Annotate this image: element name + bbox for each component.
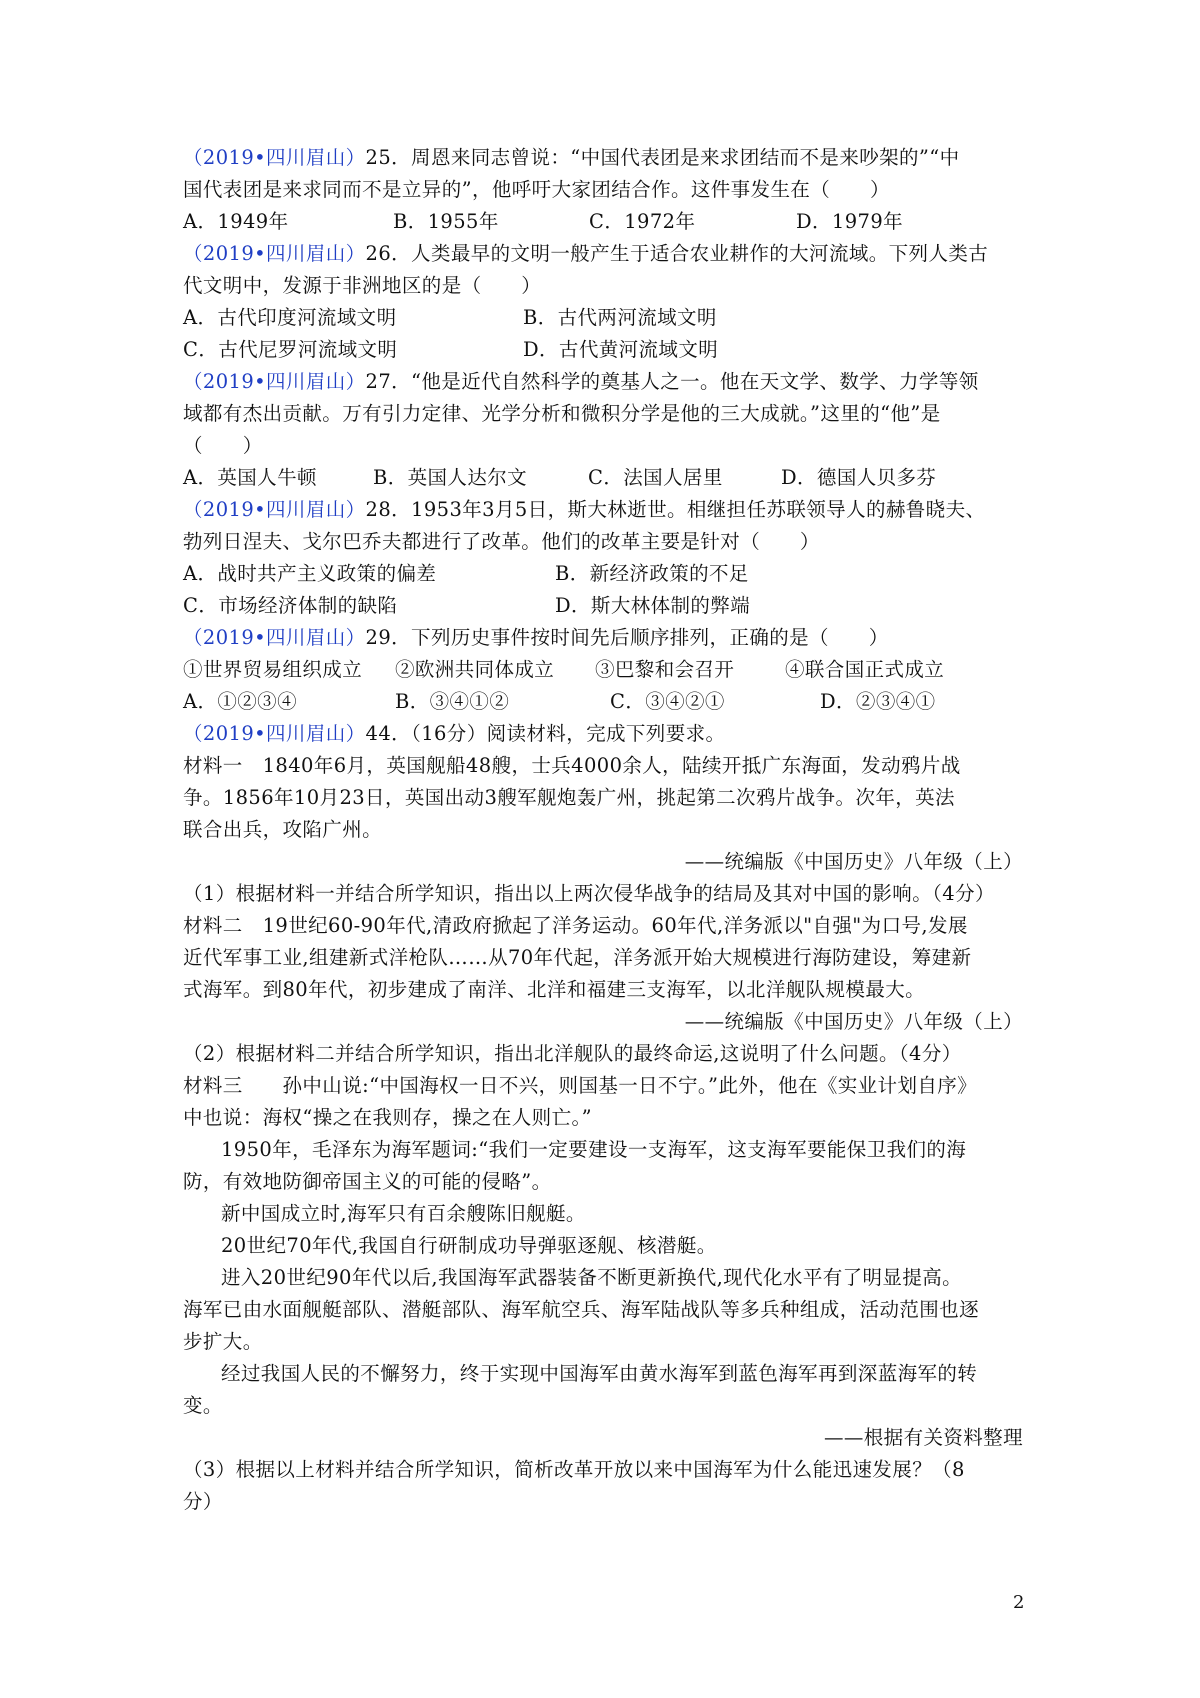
- question-part1: （1）根据材料一并结合所学知识，指出以上两次侵华战争的结局及其对中国的影响。（4分）: [183, 882, 995, 905]
- option-b: B．古代两河流域文明: [523, 306, 717, 329]
- material3-paragraph: 新中国成立时,海军只有百余艘陈旧舰艇。: [221, 1202, 586, 1225]
- material3-paragraph: 经过我国人民的不懈努力，终于实现中国海军由黄水海军到蓝色海军再到深蓝海军的转: [221, 1362, 978, 1385]
- q25-line1: （2019•四川眉山）25．周恩来同志曾说：“中国代表团是来求团结而不是来吵架的”“中: [183, 146, 960, 169]
- q26-line2: 代文明中，发源于非洲地区的是（ ）: [183, 274, 542, 297]
- option-a: A．英国人牛顿: [183, 466, 317, 489]
- q44-line1: （2019•四川眉山）44．（16分）阅读材料，完成下列要求。: [183, 722, 726, 745]
- q29-events: [183, 654, 1023, 686]
- option-d: D．②③④①: [820, 690, 936, 713]
- material1-line: 争。1856年10月23日，英国出动3艘军舰炮轰广州，挑起第二次鸦片战争。次年，英法: [183, 786, 955, 809]
- q27-line1: （2019•四川眉山）27．“他是近代自然科学的奠基人之一。他在天文学、数学、力学等领: [183, 370, 979, 393]
- q28-options-row1: [183, 558, 1023, 590]
- option-c: C．法国人居里: [588, 466, 723, 489]
- option-a: A．1949年: [183, 210, 289, 233]
- q27-line2: 域都有杰出贡献。万有引力定律、光学分析和微积分学是他的三大成就。”这里的“他”是: [183, 402, 941, 425]
- option-a: A．①②③④: [183, 690, 297, 713]
- option-a: A．战时共产主义政策的偏差: [183, 562, 437, 585]
- material3-paragraph: 防，有效地防御帝国主义的可能的侵略”。: [183, 1170, 552, 1193]
- material3-paragraph: 变。: [183, 1394, 223, 1417]
- q28-line2: 勃列日涅夫、戈尔巴乔夫都进行了改革。他们的改革主要是针对（ ）: [183, 530, 820, 553]
- event-4: ④联合国正式成立: [785, 658, 945, 681]
- q28-options-row2: [183, 590, 1023, 622]
- page-number: 2: [1013, 1592, 1025, 1613]
- q25-line2: 国代表团是来求同而不是立异的”，他呼吁大家团结合作。这件事发生在（ ）: [183, 178, 890, 201]
- material3-paragraph: 1950年，毛泽东为海军题词:“我们一定要建设一支海军，这支海军要能保卫我们的海: [221, 1138, 967, 1161]
- material3-source: ——根据有关资料整理: [823, 1426, 1023, 1449]
- option-c: C．1972年: [589, 210, 696, 233]
- material3-paragraph: 海军已由水面舰艇部队、潜艇部队、海军航空兵、海军陆战队等多兵种组成，活动范围也逐: [183, 1298, 980, 1321]
- question-part3: 分）: [183, 1490, 223, 1513]
- option-d: D．斯大林体制的弊端: [555, 594, 751, 617]
- option-a: A．古代印度河流域文明: [183, 306, 397, 329]
- option-d: D．1979年: [796, 210, 904, 233]
- question-part3: （3）根据以上材料并结合所学知识，简析改革开放以来中国海军为什么能迅速发展？（8: [183, 1458, 965, 1481]
- material1-line: 联合出兵，攻陷广州。: [183, 818, 383, 841]
- exam-page: [183, 142, 1023, 1518]
- source-tag: （2019•四川眉山）: [183, 146, 366, 169]
- material2-source: ——统编版《中国历史》八年级（上）: [684, 1010, 1023, 1033]
- source-tag: （2019•四川眉山）: [183, 626, 366, 649]
- q29-line1: （2019•四川眉山）29．下列历史事件按时间先后顺序排列，正确的是（ ）: [183, 626, 889, 649]
- q28-line1: （2019•四川眉山）28．1953年3月5日，斯大林逝世。相继担任苏联领导人的赫鲁晓夫、: [183, 498, 986, 521]
- material3-paragraph: 步扩大。: [183, 1330, 263, 1353]
- q27-options: [183, 462, 1023, 494]
- option-c: C．③④②①: [610, 690, 725, 713]
- event-2: ②欧洲共同体成立: [395, 658, 555, 681]
- source-tag: （2019•四川眉山）: [183, 370, 366, 393]
- option-d: D．古代黄河流域文明: [523, 338, 719, 361]
- q26-options-row2: [183, 334, 1023, 366]
- option-b: B．③④①②: [395, 690, 510, 713]
- material3-line: 中也说：海权“操之在我则存，操之在人则亡。”: [183, 1106, 592, 1129]
- q29-options: [183, 686, 1023, 718]
- material2-line: 近代军事工业,组建新式洋枪队……从70年代起，洋务派开始大规模进行海防建设，筹建新: [183, 946, 972, 969]
- option-c: C．市场经济体制的缺陷: [183, 594, 398, 617]
- event-3: ③巴黎和会召开: [595, 658, 735, 681]
- q26-options-row1: [183, 302, 1023, 334]
- material1-source: ——统编版《中国历史》八年级（上）: [684, 850, 1023, 873]
- q25-options: [183, 206, 1023, 238]
- material3-line: 材料三 孙中山说:“中国海权一日不兴，则国基一日不宁。”此外，他在《实业计划自序》: [183, 1074, 978, 1097]
- material2-line: 材料二 19世纪60-90年代,清政府掀起了洋务运动。60年代,洋务派以"自强"为口号,发展: [183, 914, 968, 937]
- option-b: B．1955年: [393, 210, 499, 233]
- material3-paragraph: 20世纪70年代,我国自行研制成功导弹驱逐舰、核潜艇。: [221, 1234, 717, 1257]
- source-tag: （2019•四川眉山）: [183, 242, 366, 265]
- material2-line: 式海军。到80年代，初步建成了南洋、北洋和福建三支海军，以北洋舰队规模最大。: [183, 978, 926, 1001]
- material3-paragraph: 进入20世纪90年代以后,我国海军武器装备不断更新换代,现代化水平有了明显提高。: [221, 1266, 963, 1289]
- question-part2: （2）根据材料二并结合所学知识，指出北洋舰队的最终命运,这说明了什么问题。（4分）: [183, 1042, 962, 1065]
- event-1: ①世界贸易组织成立: [183, 658, 363, 681]
- material1-line: 材料一 1840年6月，英国舰船48艘，士兵4000余人，陆续开抵广东海面，发动鸦片战: [183, 754, 961, 777]
- option-c: C．古代尼罗河流域文明: [183, 338, 398, 361]
- option-b: B．新经济政策的不足: [555, 562, 749, 585]
- q27-line3: （ ）: [183, 434, 263, 457]
- source-tag: （2019•四川眉山）: [183, 498, 366, 521]
- q26-line1: （2019•四川眉山）26．人类最早的文明一般产生于适合农业耕作的大河流域。下列人类古: [183, 242, 989, 265]
- option-d: D．德国人贝多芬: [781, 466, 937, 489]
- option-b: B．英国人达尔文: [373, 466, 528, 489]
- source-tag: （2019•四川眉山）: [183, 722, 366, 745]
